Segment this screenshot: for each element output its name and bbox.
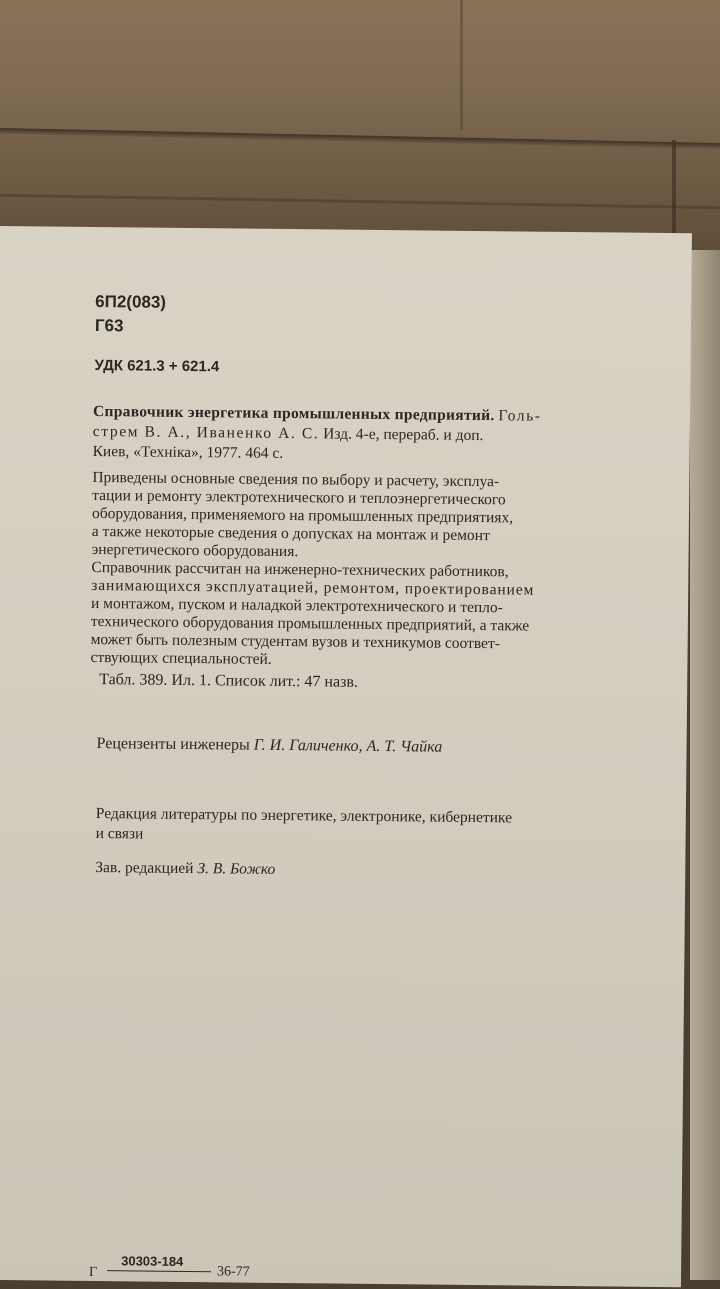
- annotation-line: а также некоторые сведения о допусках на монтаж и ремонт: [91, 522, 490, 545]
- annotation-line: ствующих специальностей.: [90, 648, 272, 668]
- editor-name: З. В. Божко: [197, 860, 276, 878]
- authors: стрем В. А., Иваненко А. С.: [92, 422, 320, 443]
- bibliographic-line-1: [93, 403, 542, 426]
- author-fragment: Голь-: [498, 407, 542, 425]
- annotation-line: занимающихся эксплуатацией, ремонтом, проектированием: [91, 576, 535, 599]
- reviewers-names: Г. И. Галиченко, А. Т. Чайка: [253, 736, 443, 756]
- publisher-code-numerator: 30303-184: [121, 1253, 184, 1269]
- publisher-code-letter: Г: [88, 1264, 98, 1281]
- annotation-line: и монтажом, пуском и наладкой электротехнического и тепло-: [90, 594, 503, 617]
- annotation-line: тации и ремонту электротехнического и теплоэнергетического: [92, 486, 506, 509]
- cardboard-fold: [460, 0, 463, 130]
- publisher-code: [89, 1253, 289, 1285]
- fraction-rule: [107, 1270, 211, 1272]
- udc-code: УДК 621.3 + 621.4: [94, 356, 220, 376]
- editor-line: [95, 859, 275, 879]
- annotation-line: энергетического оборудования.: [91, 540, 299, 561]
- cardboard-background: [0, 0, 720, 260]
- annotation-line: может быть полезным студентам вузов и техникумов соответ-: [90, 630, 501, 653]
- annotation-stats: Табл. 389. Ил. 1. Список лит.: 47 назв.: [99, 671, 359, 691]
- imprint: Киев, «Техніка», 1977. 464 с.: [92, 442, 284, 462]
- annotation-line: технического оборудования промышленных предприятий, а также: [90, 612, 530, 635]
- editorial-line-1: Редакция литературы по энергетике, электронике, кибернетике: [95, 805, 513, 827]
- cardboard-fold: [0, 194, 720, 210]
- annotation-line: Справочник рассчитан на инженерно-технических работников,: [91, 558, 509, 581]
- annotation-line: Приведены основные сведения по выбору и расчету, эксплуа-: [92, 468, 500, 491]
- book-page: [0, 226, 692, 1287]
- book-title: Справочник энергетика промышленных предприятий.: [92, 402, 495, 425]
- editor-label: Зав. редакцией: [95, 859, 194, 878]
- cardboard-fold: [0, 128, 720, 149]
- reviewers-line: [96, 735, 442, 757]
- editorial-line-2: и связи: [95, 825, 144, 843]
- bibliographic-line-2: [93, 423, 484, 445]
- book-edge: [690, 250, 720, 1280]
- author-mark: Г63: [94, 316, 124, 336]
- reviewers-label: Рецензенты инженеры: [96, 735, 250, 754]
- annotation-line: оборудования, применяемого на промышленных предприятиях,: [91, 504, 514, 527]
- bbk-code: 6П2(083): [95, 292, 167, 312]
- edition: Изд. 4-е, перераб. и доп.: [323, 425, 484, 445]
- publisher-code-suffix: 36-77: [216, 1264, 250, 1280]
